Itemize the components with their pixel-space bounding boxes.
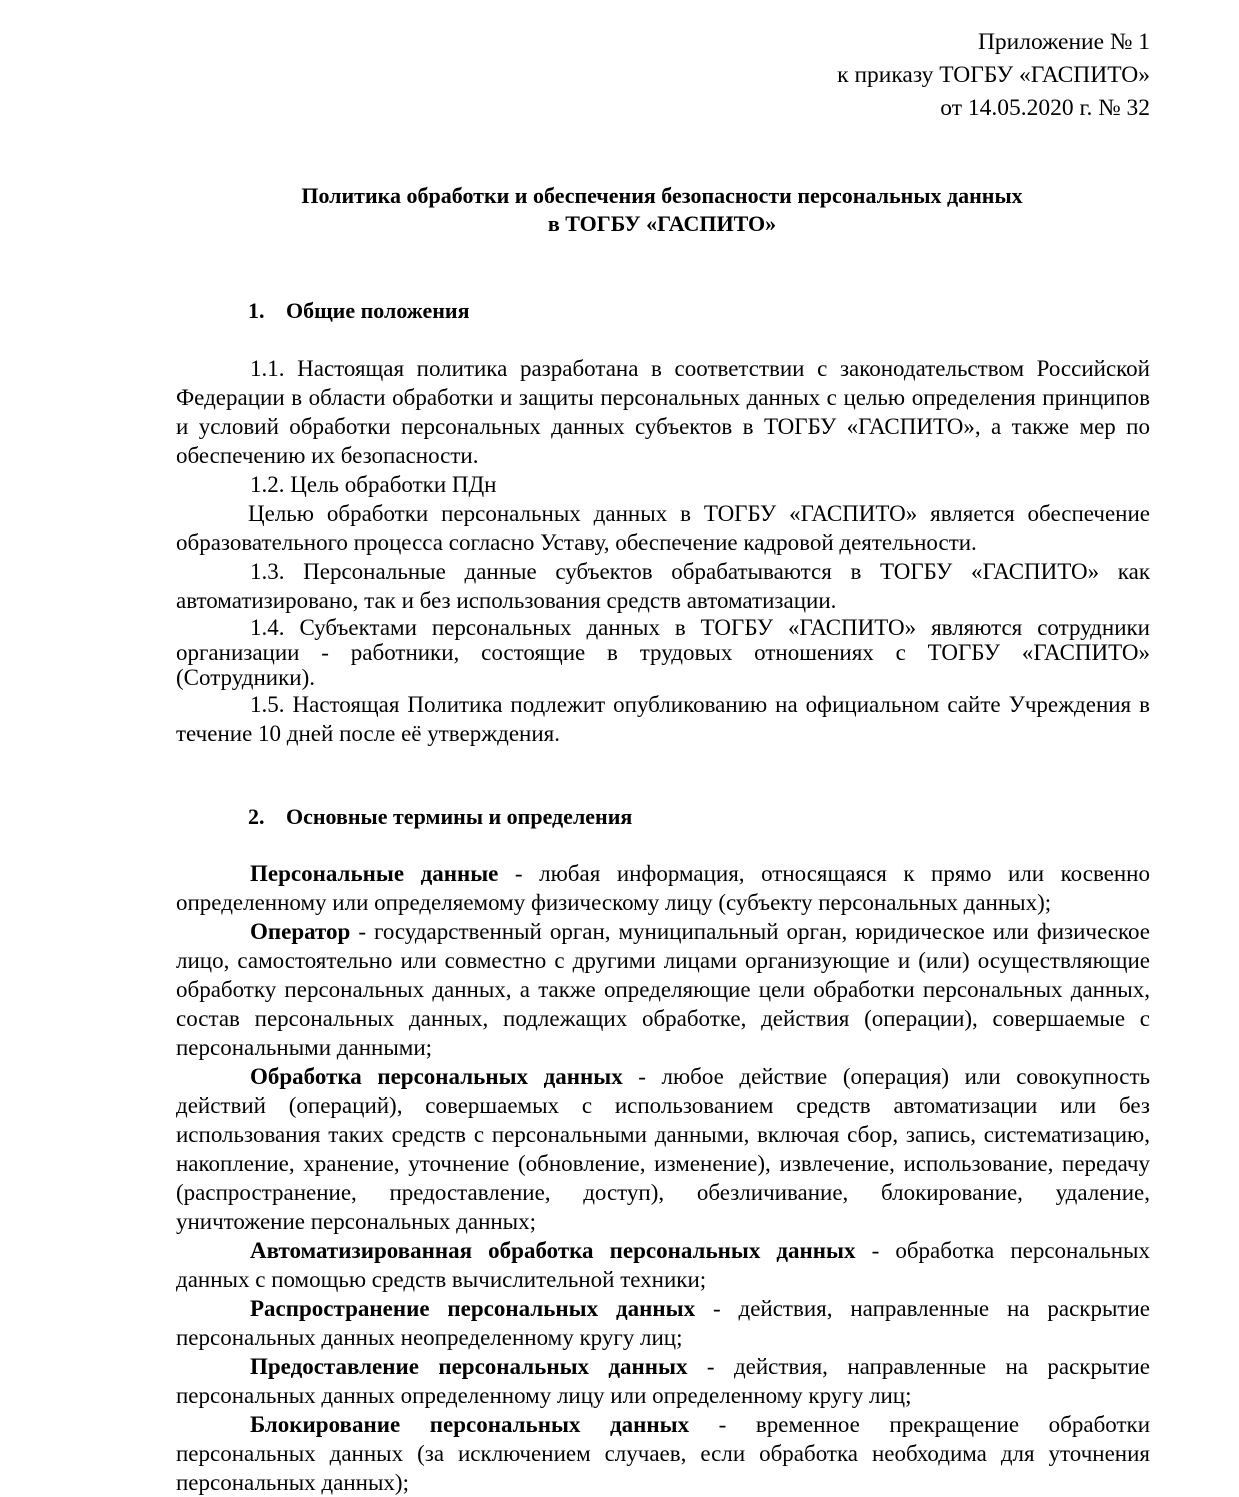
term-name: Обработка персональных данных bbox=[250, 1064, 623, 1089]
term-definition bbox=[176, 917, 1150, 1062]
term-name: Персональные данные bbox=[250, 861, 499, 886]
term-name: Блокирование персональных данных bbox=[250, 1412, 690, 1437]
appendix-order-date: от 14.05.2020 г. № 32 bbox=[940, 95, 1150, 121]
term-name: Оператор bbox=[250, 919, 351, 944]
section-2-heading bbox=[248, 802, 632, 831]
section-1-title: Общие положения bbox=[286, 298, 470, 323]
section-2-title: Основные термины и определения bbox=[286, 804, 633, 829]
section-1-heading bbox=[248, 296, 470, 325]
paragraph-1-2: 1.2. Цель обработки ПДн bbox=[250, 472, 497, 497]
section-2-body bbox=[176, 859, 1150, 1497]
appendix-header bbox=[837, 26, 1150, 125]
term-definition bbox=[176, 1352, 1150, 1410]
section-2-number: 2. bbox=[248, 804, 265, 829]
paragraph-1-2-text: Целью обработки персональных данных в ТОГБУ «ГАСПИТО» является обеспечение образовательного процесса согласно Уставу, обеспечение кадровой деятельности. bbox=[176, 501, 1150, 555]
term-definition bbox=[176, 1410, 1150, 1497]
appendix-number: Приложение № 1 bbox=[977, 29, 1150, 55]
term-definition bbox=[176, 1294, 1150, 1352]
term-text: - любая информация, относящаяся к прямо или косвенно определенному или определяемому физическому лицу (субъекту персональных данных); bbox=[176, 861, 1150, 915]
document-title-line-2: в ТОГБУ «ГАСПИТО» bbox=[547, 211, 777, 236]
term-text: - государственный орган, муниципальный орган, юридическое или физическое лицо, самостоятельно или совместно с другими лицами организующие и (или) осуществляющие обработку персональных данных, а также определяющие цели обработки персональных данных, состав персональных данных, подлежащих обработке, действия (операции), совершаемые с персональными данными; bbox=[176, 919, 1150, 1060]
term-name: Распространение персональных данных bbox=[250, 1296, 696, 1321]
document-title-line-1: Политика обработки и обеспечения безопасности персональных данных bbox=[301, 183, 1023, 208]
term-text: - любое действие (операция) или совокупность действий (операций), совершаемых с использованием средств автоматизации или без использования таких средств с персональными данными, включая сбор, запись, систематизацию, накопление, хранение, уточнение (обновление, изменение), извлечение, использование, передачу (распространение, предоставление, доступ), обезличивание, блокирование, удаление, уничтожение персональных данных; bbox=[176, 1064, 1150, 1234]
section-1-number: 1. bbox=[248, 298, 265, 323]
term-definition bbox=[176, 859, 1150, 917]
appendix-order-ref: к приказу ТОГБУ «ГАСПИТО» bbox=[837, 62, 1150, 88]
term-definition bbox=[176, 1062, 1150, 1236]
term-text: - временное прекращение обработки персональных данных (за исключением случаев, если обработка необходима для уточнения персональных данных); bbox=[176, 1412, 1150, 1495]
section-1-body bbox=[176, 354, 1150, 748]
paragraph-1-5: 1.5. Настоящая Политика подлежит опубликованию на официальном сайте Учреждения в течение 10 дней после её утверждения. bbox=[176, 692, 1150, 746]
paragraph-1-3: 1.3. Персональные данные субъектов обрабатываются в ТОГБУ «ГАСПИТО» как автоматизировано, так и без использования средств автоматизации. bbox=[176, 559, 1150, 613]
term-name: Автоматизированная обработка персональных данных bbox=[250, 1238, 856, 1263]
term-text: - действия, направленные на раскрытие персональных данных неопределенному кругу лиц; bbox=[176, 1296, 1150, 1350]
term-definition bbox=[176, 1236, 1150, 1294]
term-name: Предоставление персональных данных bbox=[250, 1354, 688, 1379]
term-text: - действия, направленные на раскрытие персональных данных определенному лицу или определенному кругу лиц; bbox=[176, 1354, 1150, 1408]
paragraph-1-4: 1.4. Субъектами персональных данных в ТОГБУ «ГАСПИТО» являются сотрудники организации - работники, состоящие в трудовых отношениях с ТОГБУ «ГАСПИТО» (Сотрудники). bbox=[176, 615, 1150, 690]
term-text: - обработка персональных данных с помощью средств вычислительной техники; bbox=[176, 1238, 1150, 1292]
paragraph-1-1: 1.1. Настоящая политика разработана в соответствии с законодательством Российской Федерации в области обработки и защиты персональных данных с целью определения принципов и условий обработки персональных данных субъектов в ТОГБУ «ГАСПИТО», а также мер по обеспечению их безопасности. bbox=[176, 356, 1150, 468]
document-title bbox=[0, 182, 1239, 238]
